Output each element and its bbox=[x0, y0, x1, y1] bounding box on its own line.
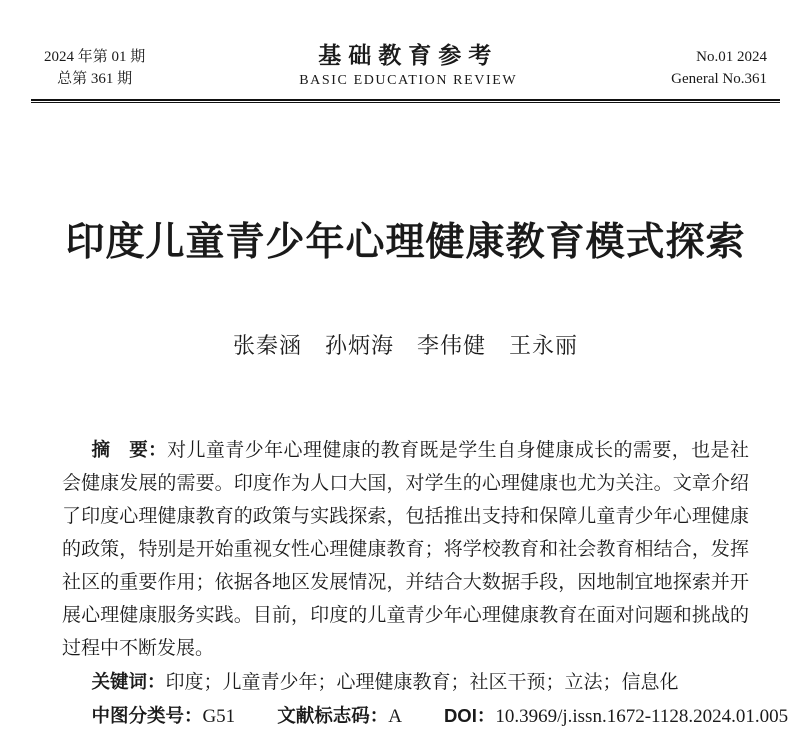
issue-no-line: No.01 2024 bbox=[696, 49, 767, 65]
abstract-label: 摘 要： bbox=[91, 439, 168, 460]
keywords-label: 关键词： bbox=[91, 671, 166, 692]
issue-info-cn bbox=[44, 46, 145, 90]
divider-thick-line bbox=[31, 99, 780, 101]
issue-total-line: 总第 361 期 bbox=[57, 71, 133, 87]
journal-title-en: BASIC EDUCATION REVIEW bbox=[299, 73, 518, 88]
journal-header bbox=[31, 43, 780, 90]
keywords-line bbox=[62, 665, 749, 699]
document-code-value: A bbox=[388, 706, 402, 727]
document-code bbox=[277, 706, 402, 727]
abstract-text: 对儿童青少年心理健康的教育既是学生自身健康成长的需要，也是社会健康发展的需要。印度作为人口大国，对学生的心理健康也尤为关注。文章介绍了印度心理健康教育的政策与实践探索，包括推出支持和保障儿童青少年心理健康的政策，特别是开始重视女性心理健康教育；将学校教育和社会教育相结合，发挥社区的重要作用；依据各地区发展情况，并结合大数据手段，因地制宜地探索并开展心理健康服务实践。目前，印度的儿童青少年心理健康教育在面对问题和挑战的过程中不断发展。 bbox=[62, 440, 749, 659]
meta-line bbox=[62, 699, 789, 733]
document-code-label: 文献标志码： bbox=[277, 705, 389, 726]
clc-number bbox=[91, 706, 235, 727]
issue-info-en bbox=[671, 46, 767, 90]
keywords-text: 印度；儿童青少年；心理健康教育；社区干预；立法；信息化 bbox=[165, 672, 679, 693]
abstract-paragraph bbox=[62, 433, 749, 665]
doi-value: 10.3969/j.issn.1672-1128.2024.01.005 bbox=[495, 706, 789, 727]
general-no-line: General No.361 bbox=[671, 71, 767, 87]
journal-title-cn: 基础教育参考 bbox=[318, 43, 499, 68]
doi-label: DOI： bbox=[443, 705, 496, 726]
doi bbox=[444, 706, 788, 727]
header-divider-rule bbox=[31, 99, 780, 103]
article-title: 印度儿童青少年心理健康教育模式探索 bbox=[65, 221, 746, 264]
article-body bbox=[31, 219, 789, 733]
article-authors: 张秦涵 孙炳海 李伟健 王永丽 bbox=[232, 333, 578, 358]
clc-value: G51 bbox=[202, 706, 236, 727]
issue-year-line: 2024 年第 01 期 bbox=[44, 49, 146, 65]
journal-title-block bbox=[299, 42, 517, 90]
clc-label: 中图分类号： bbox=[91, 705, 203, 726]
divider-thin-line bbox=[31, 102, 780, 103]
